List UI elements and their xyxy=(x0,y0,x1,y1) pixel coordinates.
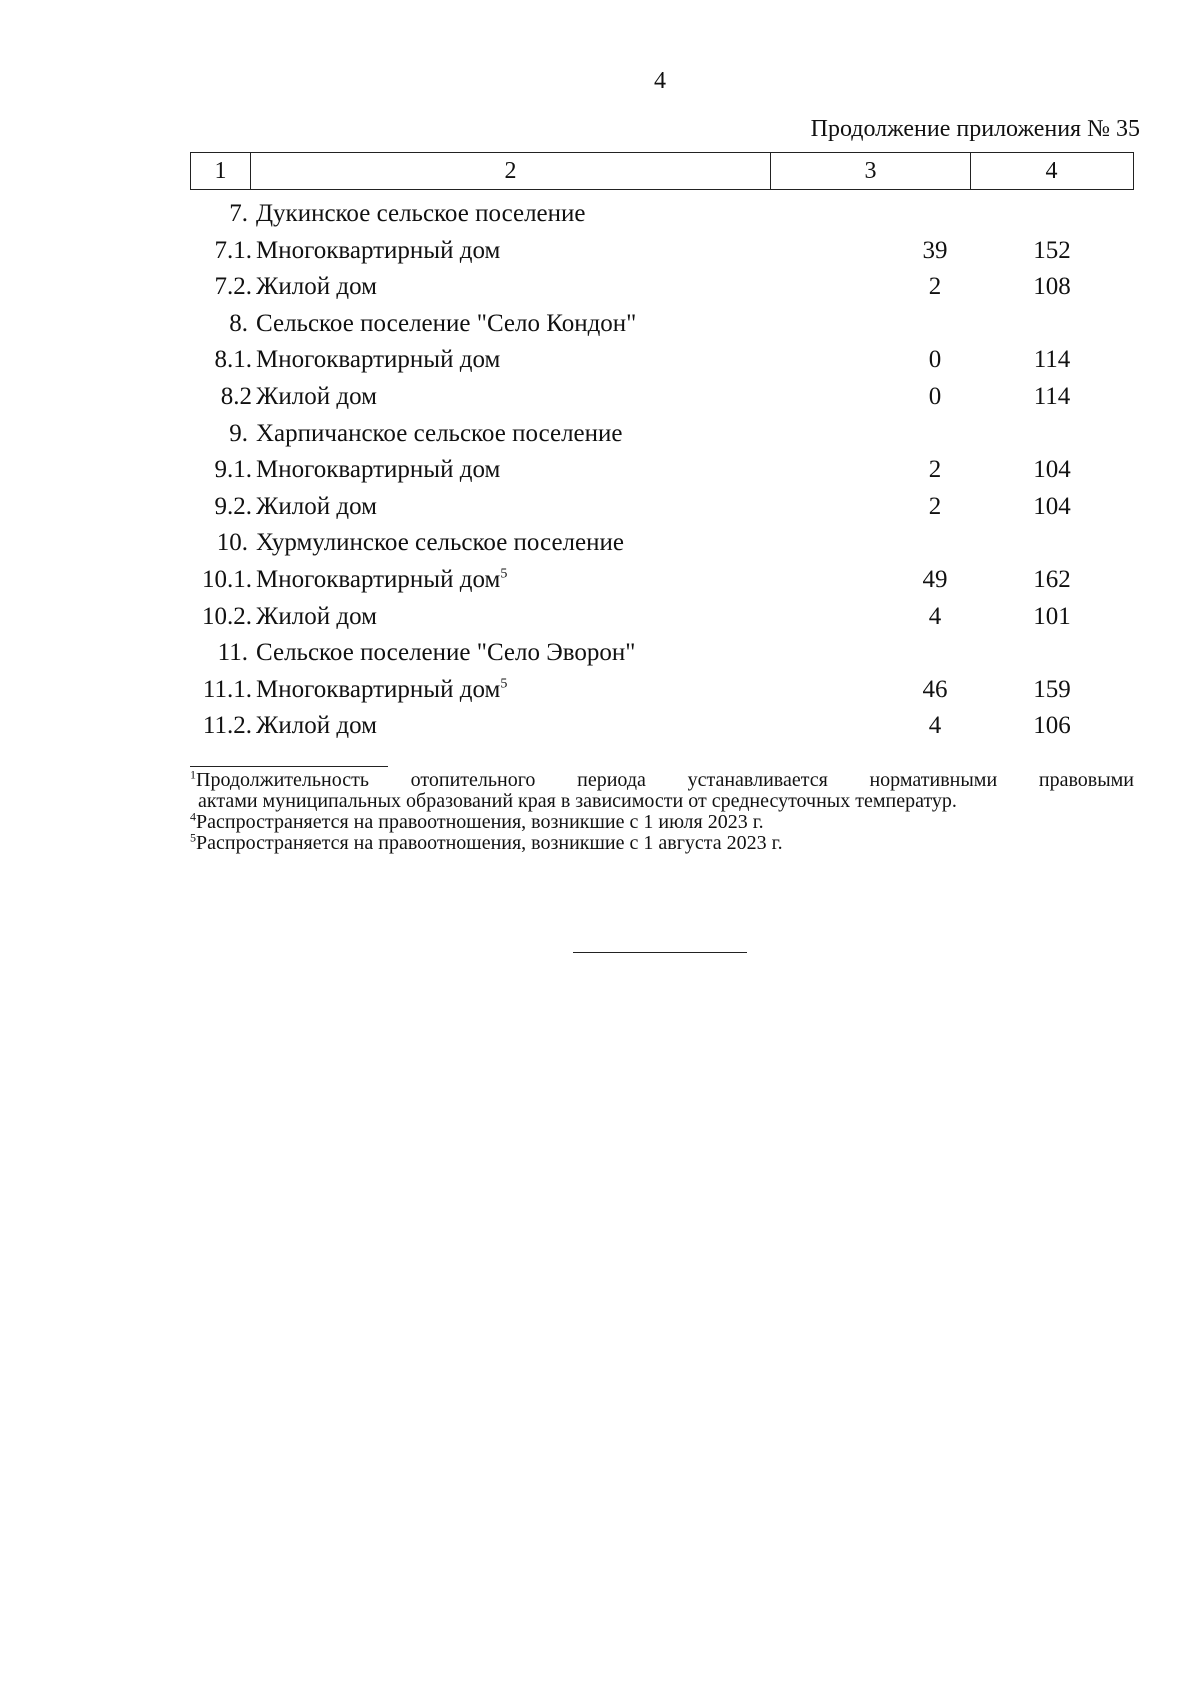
column-2-header: 2 xyxy=(251,153,771,189)
row-name xyxy=(256,196,586,232)
footnote-reference: 5 xyxy=(500,566,508,582)
footnote-reference: 5 xyxy=(500,676,508,692)
table-body xyxy=(190,196,1134,745)
table-row xyxy=(190,562,1134,599)
section-row xyxy=(190,635,1134,672)
column-3-value: 4 xyxy=(928,712,942,740)
row-name-text: Многоквартирный дом xyxy=(256,346,501,374)
row-name xyxy=(256,562,507,598)
row-name xyxy=(256,672,507,708)
row-name xyxy=(256,379,377,415)
table-row xyxy=(190,672,1134,709)
footnote-1-continuation: актами муниципальных образований края в зависимости от среднесуточных температур. xyxy=(198,790,957,812)
row-number: 8.1. xyxy=(214,346,252,374)
section-row xyxy=(190,306,1134,343)
column-3-value: 0 xyxy=(928,382,942,410)
column-4-header: 4 xyxy=(1045,158,1058,184)
column-3-value: 2 xyxy=(928,456,942,484)
row-number: 7.1. xyxy=(214,236,252,264)
column-3-value: 2 xyxy=(928,273,942,301)
column-4-value: 104 xyxy=(1033,456,1071,484)
row-name-text: Жилой дом xyxy=(256,602,377,630)
row-name xyxy=(256,708,377,744)
row-name xyxy=(256,489,377,525)
page-number: 4 xyxy=(654,68,666,94)
row-name-text: Сельское поселение "Село Кондон" xyxy=(256,309,637,337)
footnote-mark: 4 xyxy=(190,809,196,824)
row-number: 8. xyxy=(229,309,248,337)
column-3-header: 3 xyxy=(771,153,971,189)
section-row xyxy=(190,416,1134,453)
row-number: 10. xyxy=(216,529,248,557)
column-3-value: 39 xyxy=(922,236,948,264)
column-3-value: 0 xyxy=(928,346,942,374)
column-3-value: 49 xyxy=(922,565,948,593)
row-name-text: Жилой дом xyxy=(256,492,377,520)
table-row xyxy=(190,379,1134,416)
column-4-value: 114 xyxy=(1033,382,1071,410)
row-name-text: Сельское поселение "Село Эворон" xyxy=(256,639,636,667)
column-4-value: 101 xyxy=(1033,602,1071,630)
row-number: 11.1. xyxy=(202,675,252,703)
row-name xyxy=(256,635,635,671)
footnote-text: Продолжительность отопительного периода устанавливается нормативными правовыми xyxy=(196,769,1134,791)
row-name-text: Жилой дом xyxy=(256,712,377,740)
row-name xyxy=(256,233,500,269)
table-row xyxy=(190,233,1134,270)
column-4-value: 159 xyxy=(1033,675,1071,703)
row-number: 11. xyxy=(217,639,248,667)
row-name-text: Многоквартирный дом xyxy=(256,565,501,593)
footnotes xyxy=(190,767,1134,854)
row-name-text: Многоквартирный дом xyxy=(256,456,501,484)
section-row xyxy=(190,525,1134,562)
row-name xyxy=(256,599,377,635)
table-row xyxy=(190,708,1134,745)
row-number: 9. xyxy=(229,419,248,447)
column-1-header: 1 xyxy=(191,153,251,189)
row-name xyxy=(256,525,624,561)
row-number: 10.1. xyxy=(202,565,252,593)
column-4-value: 114 xyxy=(1033,346,1071,374)
row-number: 10.2. xyxy=(202,602,252,630)
table-row xyxy=(190,452,1134,489)
footnote-5 xyxy=(190,830,1134,854)
footnote-1 xyxy=(190,767,1134,791)
row-name xyxy=(256,342,500,378)
row-name xyxy=(256,306,636,342)
row-number: 8.2 xyxy=(220,382,252,410)
row-number: 11.2. xyxy=(202,712,252,740)
row-number: 9.2. xyxy=(214,492,252,520)
row-name-text: Жилой дом xyxy=(256,382,377,410)
table-column-header xyxy=(190,152,1134,190)
row-name-text: Жилой дом xyxy=(256,273,377,301)
row-name xyxy=(256,416,623,452)
footnote-4 xyxy=(190,809,1134,833)
footnote-text: Распространяется на правоотношения, возникшие с 1 августа 2023 г. xyxy=(196,832,783,854)
row-number: 9.1. xyxy=(214,456,252,484)
appendix-continuation-label: Продолжение приложения № 35 xyxy=(810,116,1140,142)
column-4-value: 104 xyxy=(1033,492,1071,520)
column-4-value: 162 xyxy=(1033,565,1071,593)
row-name-text: Многоквартирный дом xyxy=(256,675,501,703)
row-name-text: Дукинское сельское поселение xyxy=(256,200,586,227)
column-3-value: 2 xyxy=(928,492,942,520)
column-4-value: 106 xyxy=(1033,712,1071,740)
footnote-mark: 5 xyxy=(190,830,196,845)
section-row xyxy=(190,196,1134,233)
table-row xyxy=(190,269,1134,306)
table-row xyxy=(190,489,1134,526)
footnote-separator xyxy=(190,766,388,767)
row-name-text: Многоквартирный дом xyxy=(256,236,501,264)
column-3-value: 4 xyxy=(928,602,942,630)
column-4-value: 152 xyxy=(1033,236,1071,264)
footnote-mark: 1 xyxy=(190,767,196,782)
row-number: 7. xyxy=(229,200,248,227)
row-name xyxy=(256,452,500,488)
table-row xyxy=(190,599,1134,636)
footnote-text: Распространяется на правоотношения, возникшие с 1 июля 2023 г. xyxy=(196,811,764,833)
column-3-value: 46 xyxy=(922,675,948,703)
row-number: 7.2. xyxy=(214,273,252,301)
row-name xyxy=(256,269,377,305)
row-name-text: Харпичанское сельское поселение xyxy=(256,419,623,447)
end-of-document-line xyxy=(573,952,747,953)
row-name-text: Хурмулинское сельское поселение xyxy=(256,529,624,557)
table-row xyxy=(190,342,1134,379)
column-4-value: 108 xyxy=(1033,273,1071,301)
